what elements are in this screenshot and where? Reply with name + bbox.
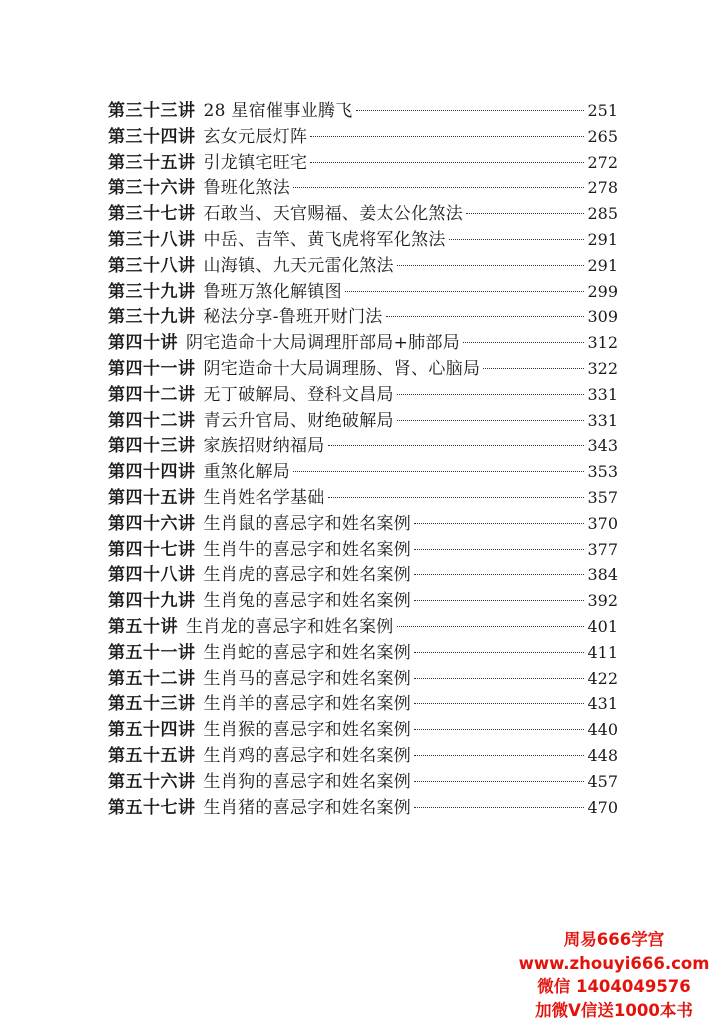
watermark bbox=[514, 928, 714, 1022]
toc-entry bbox=[108, 382, 618, 408]
toc-leader-dots bbox=[414, 549, 584, 550]
toc-entry bbox=[108, 98, 618, 124]
toc-entry bbox=[108, 330, 618, 356]
toc-lecture: 第三十九讲 bbox=[108, 307, 196, 328]
toc-page-number: 309 bbox=[587, 307, 618, 327]
toc-page-number: 278 bbox=[587, 178, 618, 198]
toc-entry bbox=[108, 795, 618, 821]
toc-lecture: 第三十六讲 bbox=[108, 178, 196, 199]
toc-entry bbox=[108, 279, 618, 305]
toc-entry bbox=[108, 691, 618, 717]
toc-leader-dots bbox=[310, 162, 584, 163]
toc-leader-dots bbox=[328, 497, 585, 498]
toc-lecture: 第四十九讲 bbox=[108, 591, 196, 612]
toc-lecture: 第三十七讲 bbox=[108, 204, 196, 225]
toc-title: 生肖鸡的喜忌字和姓名案例 bbox=[203, 745, 412, 766]
toc-entry bbox=[108, 459, 618, 485]
toc-page-number: 291 bbox=[587, 255, 618, 275]
toc-page-number: 312 bbox=[587, 333, 618, 353]
toc-leader-dots bbox=[463, 342, 584, 343]
toc-page-number: 272 bbox=[587, 152, 618, 172]
toc-title: 重煞化解局 bbox=[203, 462, 290, 483]
toc-page-number: 411 bbox=[587, 642, 618, 662]
watermark-offer: 加微V信送1000本书 bbox=[535, 1000, 693, 1020]
toc-title: 生肖蛇的喜忌字和姓名案例 bbox=[203, 642, 412, 663]
toc-title: 生肖猪的喜忌字和姓名案例 bbox=[203, 797, 412, 818]
toc-lecture: 第四十七讲 bbox=[108, 539, 196, 560]
toc-entry bbox=[108, 356, 618, 382]
toc-leader-dots bbox=[397, 265, 585, 266]
toc-lecture: 第四十一讲 bbox=[108, 358, 196, 379]
toc-lecture: 第四十八讲 bbox=[108, 565, 196, 586]
toc-entry bbox=[108, 640, 618, 666]
toc-leader-dots bbox=[310, 136, 584, 137]
toc-leader-dots bbox=[449, 239, 585, 240]
toc-page-number: 470 bbox=[587, 797, 618, 817]
toc-page-number: 265 bbox=[587, 126, 618, 146]
toc-page-number: 353 bbox=[587, 462, 618, 482]
toc-page-number: 431 bbox=[587, 694, 618, 714]
watermark-wechat: 微信 1404049576 bbox=[537, 977, 691, 996]
toc-leader-dots bbox=[414, 755, 584, 756]
toc-lecture: 第四十四讲 bbox=[108, 462, 196, 483]
toc-entry bbox=[108, 253, 618, 279]
toc-leader-dots bbox=[345, 291, 585, 292]
toc-entry bbox=[108, 562, 618, 588]
toc-page-number: 331 bbox=[587, 384, 618, 404]
toc-title: 山海镇、九天元雷化煞法 bbox=[203, 255, 394, 276]
toc-title: 生肖虎的喜忌字和姓名案例 bbox=[203, 565, 412, 586]
toc-leader-dots bbox=[293, 471, 584, 472]
toc-title: 中岳、吉竿、黄飞虎将军化煞法 bbox=[203, 229, 446, 250]
toc-lecture: 第四十讲 bbox=[108, 333, 178, 354]
toc-entry bbox=[108, 485, 618, 511]
toc-leader-dots bbox=[414, 729, 584, 730]
toc-page-number: 299 bbox=[587, 281, 618, 301]
toc-leader-dots bbox=[414, 652, 584, 653]
toc-lecture: 第五十七讲 bbox=[108, 797, 196, 818]
toc-lecture: 第五十三讲 bbox=[108, 694, 196, 715]
toc-entry bbox=[108, 614, 618, 640]
toc-entry bbox=[108, 175, 618, 201]
toc-title: 青云升官局、财绝破解局 bbox=[203, 410, 394, 431]
toc-title: 生肖猴的喜忌字和姓名案例 bbox=[203, 720, 412, 741]
toc-entry bbox=[108, 150, 618, 176]
toc-leader-dots bbox=[397, 420, 585, 421]
table-of-contents bbox=[108, 98, 618, 820]
toc-title: 生肖龙的喜忌字和姓名案例 bbox=[186, 616, 394, 637]
toc-lecture: 第五十二讲 bbox=[108, 668, 196, 689]
toc-leader-dots bbox=[414, 781, 584, 782]
toc-page-number: 291 bbox=[587, 229, 618, 249]
toc-title: 阴宅造命十大局调理肠、肾、心脑局 bbox=[203, 358, 481, 379]
toc-leader-dots bbox=[293, 187, 584, 188]
toc-page-number: 392 bbox=[587, 591, 618, 611]
toc-lecture: 第三十八讲 bbox=[108, 229, 196, 250]
toc-leader-dots bbox=[414, 678, 584, 679]
toc-lecture: 第五十一讲 bbox=[108, 642, 196, 663]
watermark-url: www.zhouyi666.com bbox=[518, 953, 710, 973]
toc-entry bbox=[108, 743, 618, 769]
toc-title: 秘法分享-鲁班开财门法 bbox=[203, 307, 383, 328]
toc-lecture: 第四十二讲 bbox=[108, 410, 196, 431]
toc-page-number: 377 bbox=[587, 539, 618, 559]
toc-page-number: 285 bbox=[587, 204, 618, 224]
toc-lecture: 第四十二讲 bbox=[108, 384, 196, 405]
toc-entry bbox=[108, 769, 618, 795]
toc-title: 引龙镇宅旺宅 bbox=[203, 152, 308, 173]
toc-entry bbox=[108, 124, 618, 150]
toc-title: 28 星宿催事业腾飞 bbox=[203, 101, 353, 121]
toc-page-number: 251 bbox=[587, 101, 618, 120]
toc-page-number: 422 bbox=[587, 668, 618, 688]
toc-leader-dots bbox=[414, 574, 584, 575]
toc-leader-dots bbox=[414, 523, 584, 524]
toc-title: 生肖鼠的喜忌字和姓名案例 bbox=[203, 513, 412, 534]
toc-leader-dots bbox=[356, 110, 585, 111]
toc-lecture: 第五十五讲 bbox=[108, 745, 196, 766]
toc-entry bbox=[108, 227, 618, 253]
toc-lecture: 第三十三讲 bbox=[108, 101, 196, 121]
toc-title: 生肖兔的喜忌字和姓名案例 bbox=[203, 591, 412, 612]
toc-page-number: 457 bbox=[587, 771, 618, 791]
toc-page-number: 448 bbox=[587, 745, 618, 765]
toc-page-number: 440 bbox=[587, 720, 618, 740]
toc-title: 生肖马的喜忌字和姓名案例 bbox=[203, 668, 412, 689]
toc-lecture: 第四十五讲 bbox=[108, 487, 196, 508]
toc-lecture: 第四十三讲 bbox=[108, 436, 196, 457]
toc-entry bbox=[108, 717, 618, 743]
toc-lecture: 第三十九讲 bbox=[108, 281, 196, 302]
toc-page-number: 401 bbox=[587, 616, 618, 636]
toc-leader-dots bbox=[328, 445, 585, 446]
toc-page-number: 343 bbox=[587, 436, 618, 456]
toc-title: 家族招财纳福局 bbox=[203, 436, 325, 457]
watermark-brand: 周易666学宫 bbox=[563, 930, 665, 949]
toc-page-number: 331 bbox=[587, 410, 618, 430]
toc-page-number: 384 bbox=[587, 565, 618, 585]
toc-lecture: 第三十五讲 bbox=[108, 152, 196, 173]
toc-entry bbox=[108, 537, 618, 563]
toc-title: 阴宅造命十大局调理肝部局+肺部局 bbox=[186, 333, 461, 354]
toc-leader-dots bbox=[483, 368, 584, 369]
toc-title: 玄女元辰灯阵 bbox=[203, 126, 308, 147]
toc-lecture: 第五十六讲 bbox=[108, 771, 196, 792]
toc-title: 生肖羊的喜忌字和姓名案例 bbox=[203, 694, 412, 715]
toc-title: 鲁班化煞法 bbox=[203, 178, 290, 199]
toc-title: 石敢当、天官赐福、姜太公化煞法 bbox=[203, 204, 463, 225]
toc-leader-dots bbox=[466, 213, 584, 214]
toc-leader-dots bbox=[414, 703, 584, 704]
toc-lecture: 第四十六讲 bbox=[108, 513, 196, 534]
toc-page-number: 357 bbox=[587, 487, 618, 507]
toc-leader-dots bbox=[414, 807, 584, 808]
toc-entry bbox=[108, 304, 618, 330]
toc-entry bbox=[108, 666, 618, 692]
toc-title: 生肖姓名学基础 bbox=[203, 487, 325, 508]
toc-lecture: 第五十讲 bbox=[108, 616, 178, 637]
toc-entry bbox=[108, 433, 618, 459]
toc-entry bbox=[108, 408, 618, 434]
toc-leader-dots bbox=[397, 626, 585, 627]
toc-lecture: 第三十四讲 bbox=[108, 126, 196, 147]
toc-leader-dots bbox=[386, 316, 585, 317]
toc-title: 鲁班万煞化解镇图 bbox=[203, 281, 342, 302]
toc-entry bbox=[108, 201, 618, 227]
toc-title: 生肖狗的喜忌字和姓名案例 bbox=[203, 771, 412, 792]
toc-leader-dots bbox=[397, 394, 585, 395]
toc-title: 无丁破解局、登科文昌局 bbox=[203, 384, 394, 405]
toc-title: 生肖牛的喜忌字和姓名案例 bbox=[203, 539, 412, 560]
toc-page-number: 370 bbox=[587, 513, 618, 533]
toc-page-number: 322 bbox=[587, 358, 618, 378]
toc-lecture: 第五十四讲 bbox=[108, 720, 196, 741]
toc-entry bbox=[108, 588, 618, 614]
toc-leader-dots bbox=[414, 600, 584, 601]
toc-lecture: 第三十八讲 bbox=[108, 255, 196, 276]
toc-entry bbox=[108, 511, 618, 537]
